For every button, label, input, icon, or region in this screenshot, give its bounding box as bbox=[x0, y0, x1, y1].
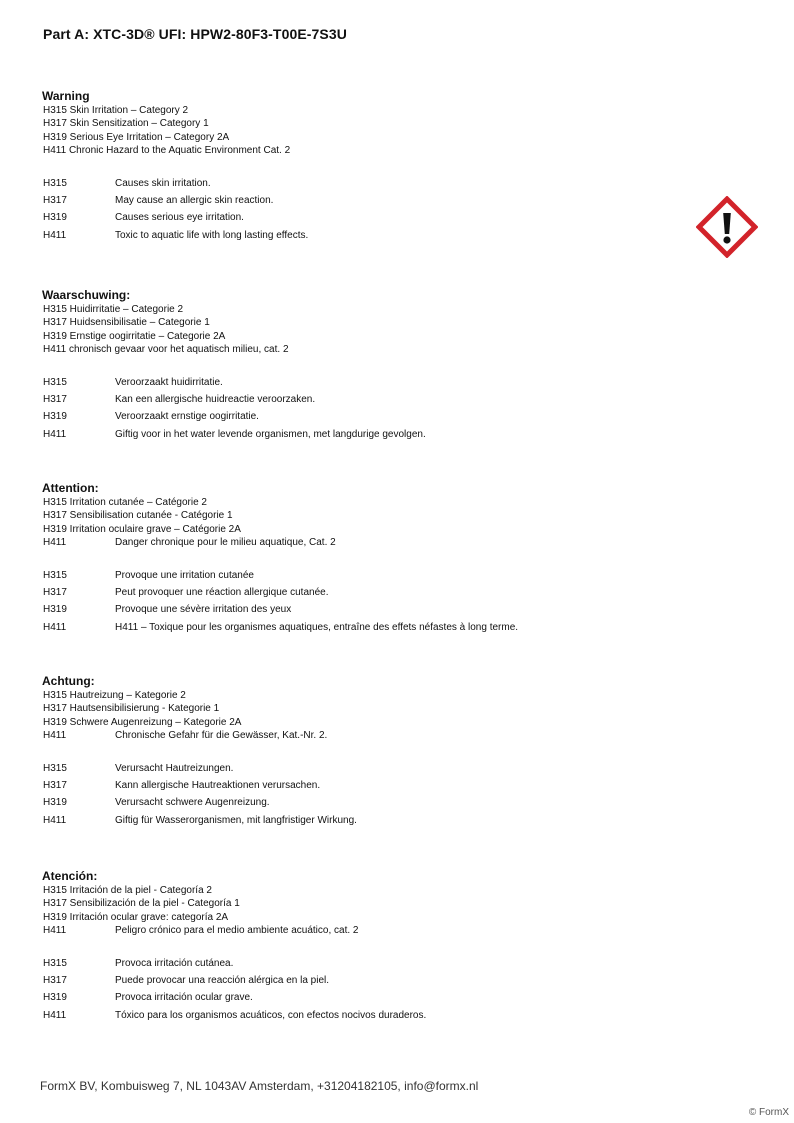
hazard-statement-row bbox=[43, 227, 682, 244]
hazard-statement-row bbox=[43, 955, 682, 972]
hazard-statement-row bbox=[43, 1007, 682, 1024]
hazard-description: Peut provoquer une réaction allergique cutanée. bbox=[115, 586, 329, 598]
statement-text: H315 Irritation cutanée – Catégorie 2 bbox=[43, 497, 207, 508]
section-heading: Achtung: bbox=[42, 674, 95, 688]
statement-code: H411 bbox=[43, 730, 67, 742]
hazard-description: Toxic to aquatic life with long lasting effects. bbox=[115, 229, 309, 241]
classification-statement bbox=[43, 924, 682, 937]
classification-statement bbox=[43, 303, 682, 316]
hazard-description: Puede provocar una reacción alérgica en la piel. bbox=[115, 974, 330, 986]
hazard-description: Provoca irritación ocular grave. bbox=[115, 992, 253, 1004]
hazard-description: Causes serious eye irritation. bbox=[115, 212, 244, 224]
hazard-statement-row bbox=[43, 972, 682, 989]
hazard-section bbox=[42, 88, 682, 244]
statement-text: Chronische Gefahr für die Gewässer, Kat.-Nr. 2. bbox=[115, 730, 328, 742]
statement-text: H319 Schwere Augenreizung – Kategorie 2A bbox=[43, 716, 242, 728]
statement-code: H411 bbox=[43, 537, 67, 549]
hazard-description: Giftig voor in het water levende organismen, met langdurige gevolgen. bbox=[115, 428, 426, 440]
hazard-statement-list bbox=[42, 175, 682, 244]
hazard-code: H315 bbox=[43, 177, 67, 189]
statement-text: H315 Skin Irritation – Category 2 bbox=[43, 105, 189, 116]
statement-text: H319 Irritación ocular grave: categoría 2A bbox=[43, 911, 229, 923]
statement-text: H411 chronisch gevaar voor het aquatisch milieu, cat. 2 bbox=[43, 344, 289, 356]
hazard-statement-row bbox=[43, 777, 682, 794]
classification-statement bbox=[43, 144, 682, 157]
hazard-description: Veroorzaakt huidirritatie. bbox=[115, 376, 223, 388]
classification-statement bbox=[43, 343, 682, 356]
hazard-description: Kann allergische Hautreaktionen verursachen. bbox=[115, 779, 321, 791]
statement-text: H315 Hautreizung – Kategorie 2 bbox=[43, 690, 186, 701]
footer-contact: FormX BV, Kombuisweg 7, NL 1043AV Amsterdam, +31204182105, info@formx.nl bbox=[40, 1079, 479, 1093]
hazard-code: H317 bbox=[43, 393, 67, 405]
hazard-code: H319 bbox=[43, 992, 67, 1004]
hazard-statement-row bbox=[43, 601, 682, 618]
hazard-statement-row bbox=[43, 760, 682, 777]
statement-text: H411 Chronic Hazard to the Aquatic Environment Cat. 2 bbox=[43, 145, 291, 157]
hazard-description: Giftig für Wasserorganismen, mit langfristiger Wirkung. bbox=[115, 814, 357, 826]
section-heading: Attention: bbox=[42, 481, 99, 495]
hazard-code: H315 bbox=[43, 762, 67, 774]
hazard-description: H411 – Toxique pour les organismes aquatiques, entraîne des effets néfastes à long terme. bbox=[115, 621, 519, 633]
hazard-code: H319 bbox=[43, 212, 67, 224]
hazard-code: H319 bbox=[43, 411, 67, 423]
hazard-statement-row bbox=[43, 989, 682, 1006]
classification-statement bbox=[43, 884, 682, 897]
hazard-statement-row bbox=[43, 192, 682, 209]
hazard-code: H319 bbox=[43, 797, 67, 809]
hazard-statement-row bbox=[43, 567, 682, 584]
hazard-description: Provoque une sévère irritation des yeux bbox=[115, 604, 292, 616]
hazard-code: H317 bbox=[43, 586, 67, 598]
copyright: © FormX bbox=[748, 1107, 789, 1118]
hazard-code: H319 bbox=[43, 604, 67, 616]
section-heading: Atención: bbox=[42, 869, 98, 883]
statement-text: Peligro crónico para el medio ambiente acuático, cat. 2 bbox=[115, 925, 359, 937]
hazard-code: H315 bbox=[43, 376, 67, 388]
hazard-code: H315 bbox=[43, 569, 67, 581]
statement-text: H319 Irritation oculaire grave – Catégorie 2A bbox=[43, 523, 241, 535]
classification-statement bbox=[43, 536, 682, 549]
hazard-statement-list bbox=[42, 374, 682, 443]
section-heading: Warning bbox=[42, 89, 90, 103]
classification-statement bbox=[43, 131, 682, 144]
classification-statement bbox=[43, 897, 682, 910]
section-heading: Waarschuwing: bbox=[42, 288, 131, 302]
classification-statement bbox=[43, 104, 682, 117]
classification-statement bbox=[43, 702, 682, 715]
hazard-statement-row bbox=[43, 209, 682, 226]
statement-text: H319 Ernstige oogirritatie – Categorie 2A bbox=[43, 330, 226, 342]
hazard-description: Provoque une irritation cutanée bbox=[115, 569, 254, 581]
hazard-code: H317 bbox=[43, 779, 67, 791]
statement-code: H411 bbox=[43, 925, 67, 937]
hazard-code: H317 bbox=[43, 974, 67, 986]
hazard-section bbox=[42, 673, 682, 829]
hazard-description: Kan een allergische huidreactie veroorzaken. bbox=[115, 393, 316, 405]
hazard-description: Tóxico para los organismos acuáticos, con efectos nocivos duraderos. bbox=[115, 1009, 427, 1021]
statement-text: H315 Huidirritatie – Categorie 2 bbox=[43, 304, 184, 315]
classification-statement bbox=[43, 716, 682, 729]
hazard-section bbox=[42, 287, 682, 443]
hazard-code: H317 bbox=[43, 194, 67, 206]
hazard-code: H411 bbox=[43, 428, 67, 440]
hazard-code: H411 bbox=[43, 229, 67, 241]
ghs07-exclamation-mark-icon bbox=[696, 196, 758, 258]
classification-statement bbox=[43, 117, 682, 130]
classification-statement bbox=[43, 911, 682, 924]
hazard-statement-row bbox=[43, 584, 682, 601]
classification-statement bbox=[43, 496, 682, 509]
statement-text: H317 Hautsensibilisierung - Kategorie 1 bbox=[43, 703, 220, 715]
hazard-description: Veroorzaakt ernstige oogirritatie. bbox=[115, 411, 259, 423]
hazard-code: H411 bbox=[43, 621, 67, 633]
hazard-statement-row bbox=[43, 426, 682, 443]
statement-text: H315 Irritación de la piel - Categoría 2 bbox=[43, 885, 212, 896]
hazard-section bbox=[42, 480, 682, 636]
statement-text: H317 Sensibilisation cutanée - Catégorie 1 bbox=[43, 510, 233, 522]
hazard-statement-row bbox=[43, 619, 682, 636]
hazard-code: H411 bbox=[43, 1009, 67, 1021]
document-title: Part A: XTC-3D® UFI: HPW2-80F3-T00E-7S3U bbox=[43, 26, 347, 42]
hazard-statement-row bbox=[43, 374, 682, 391]
classification-statement bbox=[43, 330, 682, 343]
statement-text: H319 Serious Eye Irritation – Category 2A bbox=[43, 131, 230, 143]
hazard-statement-row bbox=[43, 175, 682, 192]
hazard-statement-list bbox=[42, 760, 682, 829]
classification-statement bbox=[43, 316, 682, 329]
hazard-section bbox=[42, 868, 682, 1024]
hazard-statement-list bbox=[42, 567, 682, 636]
hazard-description: Causes skin irritation. bbox=[115, 177, 211, 189]
statement-text: Danger chronique pour le milieu aquatique, Cat. 2 bbox=[115, 537, 336, 549]
classification-statement bbox=[43, 729, 682, 742]
hazard-code: H315 bbox=[43, 957, 67, 969]
hazard-statement-row bbox=[43, 391, 682, 408]
statement-text: H317 Skin Sensitization – Category 1 bbox=[43, 118, 209, 130]
hazard-description: Provoca irritación cutánea. bbox=[115, 957, 234, 969]
hazard-statement-row bbox=[43, 794, 682, 811]
hazard-description: Verursacht schwere Augenreizung. bbox=[115, 797, 270, 809]
hazard-statement-list bbox=[42, 955, 682, 1024]
statement-text: H317 Huidsensibilisatie – Categorie 1 bbox=[43, 317, 210, 329]
statement-text: H317 Sensibilización de la piel - Categoría 1 bbox=[43, 898, 240, 910]
classification-statement bbox=[43, 523, 682, 536]
hazard-description: May cause an allergic skin reaction. bbox=[115, 194, 274, 206]
hazard-code: H411 bbox=[43, 814, 67, 826]
hazard-statement-row bbox=[43, 812, 682, 829]
classification-statement bbox=[43, 689, 682, 702]
hazard-description: Verursacht Hautreizungen. bbox=[115, 762, 234, 774]
classification-statement bbox=[43, 509, 682, 522]
hazard-statement-row bbox=[43, 408, 682, 425]
